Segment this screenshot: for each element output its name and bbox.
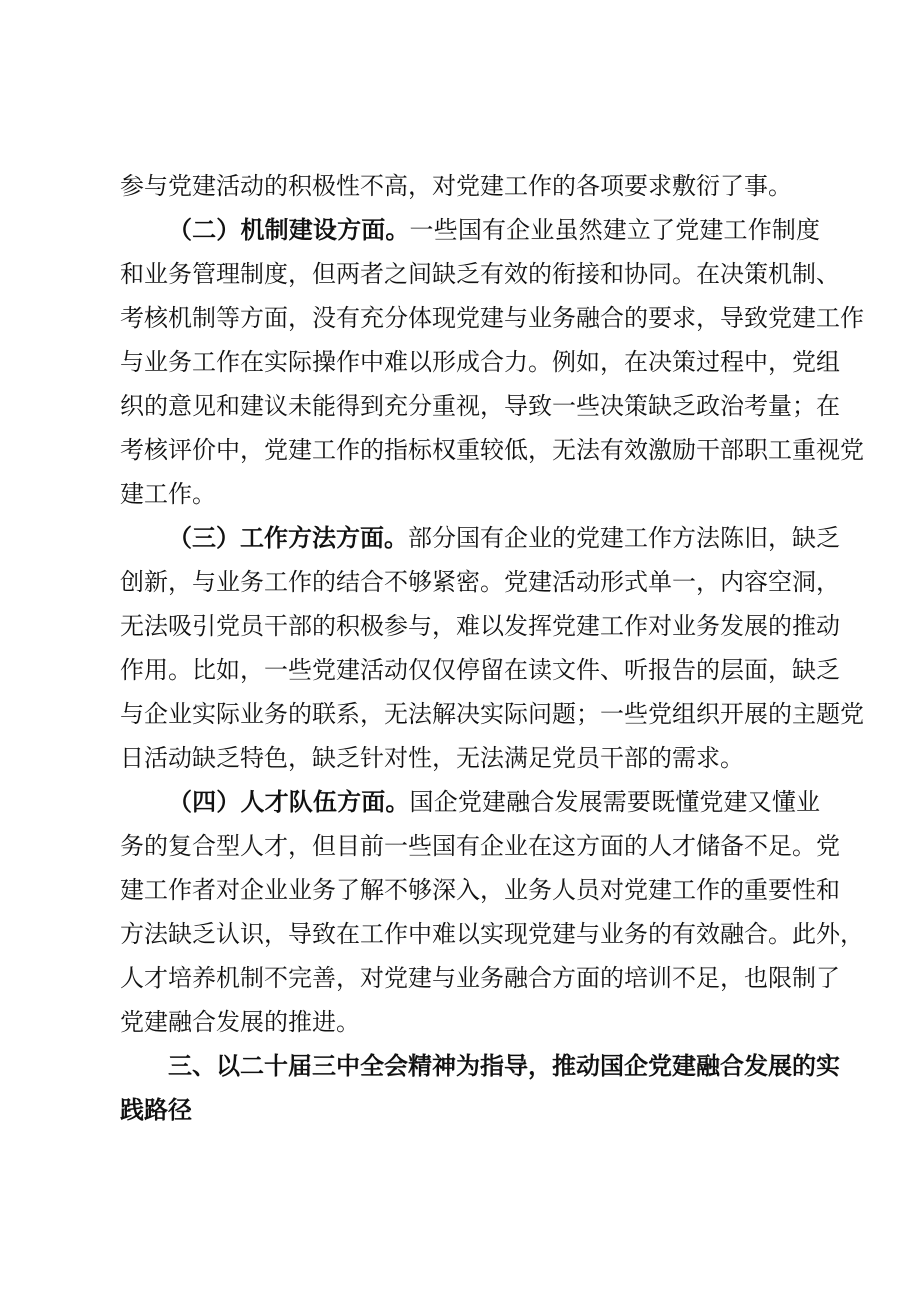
- subsection-heading: （四）人才队伍方面。: [168, 788, 410, 816]
- section-heading-continued: 践路径: [120, 1096, 192, 1124]
- text-line: 无法吸引党员干部的积极参与，难以发挥党建工作对业务发展的推动: [120, 612, 840, 640]
- text-line: 考核评价中，党建工作的指标权重较低，无法有效激励干部职工重视党: [120, 436, 864, 464]
- text-line: 日活动缺乏特色，缺乏针对性，无法满足党员干部的需求。: [120, 744, 744, 772]
- text-line: 建工作。: [120, 480, 216, 508]
- text-line: 务的复合型人才，但目前一些国有企业在这方面的人才储备不足。党: [120, 832, 840, 860]
- text-line: 作用。比如，一些党建活动仅仅停留在读文件、听报告的层面，缺乏: [120, 656, 840, 684]
- text-line: 与业务工作在实际操作中难以形成合力。例如，在决策过程中，党组: [120, 348, 840, 376]
- text-line: 与企业实际业务的联系，无法解决实际问题；一些党组织开展的主题党: [120, 700, 864, 728]
- text-line: 和业务管理制度，但两者之间缺乏有效的衔接和协同。在决策机制、: [120, 260, 840, 288]
- section-heading: 三、以二十届三中全会精神为指导，推动国企党建融合发展的实: [168, 1052, 840, 1080]
- text-line: 考核机制等方面，没有充分体现党建与业务融合的要求，导致党建工作: [120, 304, 864, 332]
- text-line: 方法缺乏认识，导致在工作中难以实现党建与业务的有效融合。此外，: [120, 920, 864, 948]
- paragraph-text: 一些国有企业虽然建立了党建工作制度: [409, 216, 821, 244]
- subsection-heading: （二）机制建设方面。: [168, 216, 410, 244]
- paragraph-first-line: [168, 786, 820, 818]
- text-line: 织的意见和建议未能得到充分重视，导致一些决策缺乏政治考量；在: [120, 392, 840, 420]
- subsection-heading: （三）工作方法方面。: [168, 524, 408, 552]
- text-line: 人才培养机制不完善，对党建与业务融合方面的培训不足，也限制了: [120, 964, 840, 992]
- paragraph-first-line: [168, 214, 820, 246]
- text-line: 参与党建活动的积极性不高，对党建工作的各项要求敷衍了事。: [120, 172, 792, 200]
- paragraph-first-line: [168, 522, 840, 554]
- text-line: 创新，与业务工作的结合不够紧密。党建活动形式单一，内容空洞，: [120, 568, 840, 596]
- text-line: 建工作者对企业业务了解不够深入，业务人员对党建工作的重要性和: [120, 876, 840, 904]
- paragraph-text: 部分国有企业的党建工作方法陈旧，缺乏: [408, 524, 840, 552]
- paragraph-text: 国企党建融合发展需要既懂党建又懂业: [409, 788, 821, 816]
- text-line: 党建融合发展的推进。: [120, 1008, 360, 1036]
